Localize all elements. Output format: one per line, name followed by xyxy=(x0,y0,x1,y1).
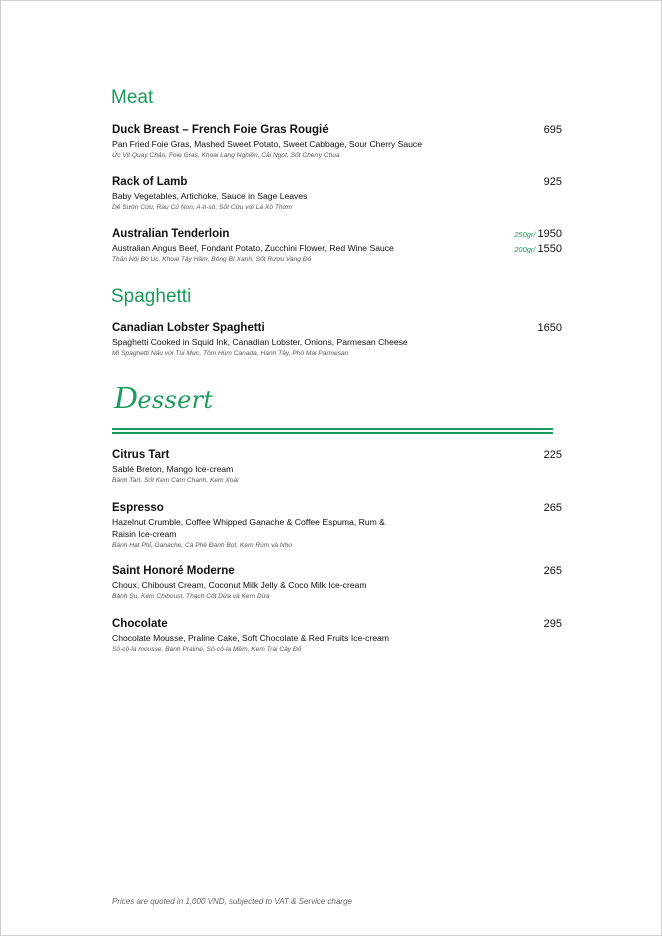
item-vietnamese: Sô-cô-la mousse, Bánh Praline, Sô-cô-la Mềm, Kem Trái Cây Đỏ xyxy=(112,646,302,653)
menu-item xyxy=(112,501,562,551)
item-name: Duck Breast – French Foie Gras Rougié xyxy=(112,124,329,136)
item-vietnamese: Bánh Tart, Sốt Kem Cam Chanh, Kem Xoài xyxy=(112,477,239,484)
item-description: Pan Fried Foie Gras, Mashed Sweet Potato, Sweet Cabbage, Sour Cherry Sauce xyxy=(112,139,423,149)
item-description: Australian Angus Beef, Fondant Potato, Zucchini Flower, Red Wine Sauce xyxy=(112,243,394,253)
item-name: Australian Tenderloin xyxy=(112,228,230,240)
item-vietnamese: Dẻ Sườn Cừu, Rau Củ Non, A-ti-sô, Sốt Cừu với Lá Xô Thơm xyxy=(112,204,292,211)
price-value: 265 xyxy=(543,565,562,577)
section-title-meat: Meat xyxy=(111,87,154,108)
dessert-title-rest: essert xyxy=(137,386,214,414)
item-price xyxy=(544,123,562,137)
dessert-title-initial: D xyxy=(114,379,138,415)
item-price xyxy=(544,564,562,578)
price-value: 295 xyxy=(543,618,562,630)
item-price xyxy=(544,175,562,189)
item-description: Spaghetti Cooked in Squid Ink, Canadian Lobster, Onions, Parmesan Cheese xyxy=(112,337,408,347)
price-footnote: Prices are quoted in 1,000 VND, subjected to VAT & Service charge xyxy=(112,897,352,906)
menu-item xyxy=(112,321,562,359)
item-name: Saint Honoré Moderne xyxy=(112,565,235,577)
item-vietnamese: Thăn Nội Bò Úc, Khoai Tây Hầm, Bông Bí Xanh, Sốt Rượu Vang Đỏ xyxy=(112,256,312,263)
item-description: Chocolate Mousse, Praline Cake, Soft Chocolate & Red Fruits Ice-cream xyxy=(112,633,390,643)
item-price xyxy=(544,617,562,631)
divider-rule xyxy=(112,432,553,434)
item-price xyxy=(544,501,562,515)
item-name: Rack of Lamb xyxy=(112,176,188,188)
price-value: 1950 xyxy=(537,228,562,240)
portion-size: 200gr/ xyxy=(514,245,536,254)
menu-item xyxy=(112,123,562,161)
item-price xyxy=(544,448,562,462)
item-price xyxy=(514,227,562,257)
menu-item xyxy=(112,564,562,602)
item-description: Baby Vegetables, Artichoke, Sauce in Sage Leaves xyxy=(112,191,308,201)
item-price xyxy=(538,321,562,335)
price-value: 695 xyxy=(543,124,562,136)
item-vietnamese: Mì Spaghetti Nấu với Túi Mực, Tôm Hùm Canada, Hành Tây, Phô Mai Parmesan xyxy=(112,350,349,357)
section-title-spaghetti: Spaghetti xyxy=(111,286,192,307)
menu-item xyxy=(112,448,562,486)
item-description: Choux, Chiboust Cream, Coconut Milk Jelly & Coco Milk Ice-cream xyxy=(112,580,367,590)
price-value: 1550 xyxy=(537,243,562,255)
price-value: 225 xyxy=(543,449,562,461)
section-title-dessert xyxy=(114,379,213,416)
item-name: Chocolate xyxy=(112,618,168,630)
menu-item xyxy=(112,175,562,213)
price-value: 925 xyxy=(543,176,562,188)
item-vietnamese: Ức Vịt Quay Chảo, Foie Gras, Khoai Lang Nghiền, Cải Ngọt, Sốt Cherry Chua xyxy=(112,152,340,159)
menu-item xyxy=(112,617,562,655)
item-vietnamese: Bánh Su, Kem Chiboust, Thạch Cốt Dừa và Kem Dừa xyxy=(112,593,270,600)
price-row-200 xyxy=(514,242,562,257)
item-description: Hazelnut Crumble, Coffee Whipped Ganache & Coffee Espuma, Rum & Raisin Ice-cream xyxy=(112,517,385,539)
item-description: Sablé Breton, Mango Ice-cream xyxy=(112,464,234,474)
menu-item xyxy=(112,227,562,265)
item-name: Canadian Lobster Spaghetti xyxy=(112,322,265,334)
divider-rule xyxy=(112,428,553,430)
price-row-250 xyxy=(514,227,562,242)
price-value: 265 xyxy=(543,502,562,514)
item-name: Citrus Tart xyxy=(112,449,170,461)
portion-size: 250gr/ xyxy=(514,230,536,239)
item-name: Espresso xyxy=(112,502,164,514)
price-value: 1650 xyxy=(537,322,562,334)
item-vietnamese: Bánh Hạt Phỉ, Ganache, Cà Phê Đánh Bọt, Kem Rum và Nho xyxy=(112,542,292,549)
